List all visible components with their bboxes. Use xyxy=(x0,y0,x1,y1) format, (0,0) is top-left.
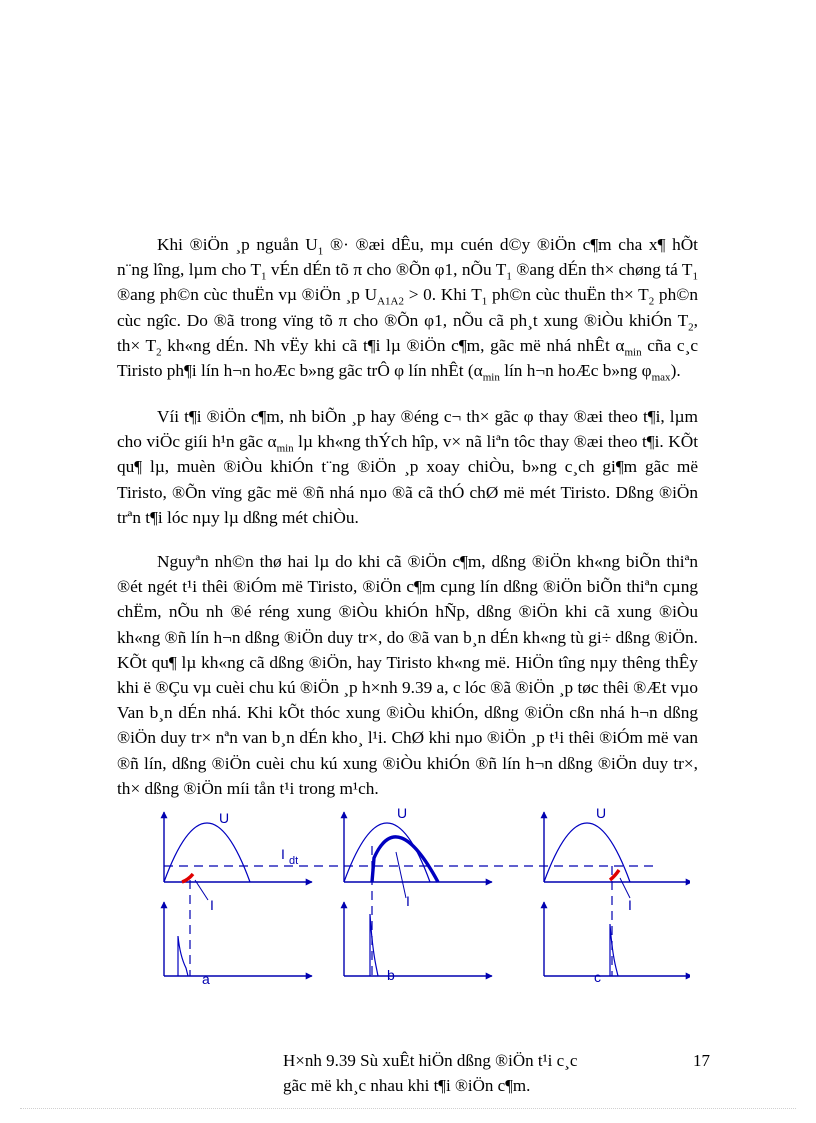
page-number: 17 xyxy=(693,1051,710,1070)
label-i: I xyxy=(210,897,214,913)
current-pointer xyxy=(620,878,630,898)
panel-b xyxy=(344,806,492,983)
page-footer-divider xyxy=(20,1108,796,1109)
gate-pulse xyxy=(178,936,188,976)
current-pulse xyxy=(610,870,619,880)
voltage-curve xyxy=(164,823,250,882)
current-pointer xyxy=(195,880,208,900)
panel-label-b: b xyxy=(387,967,395,983)
svg-text:I: I xyxy=(281,846,285,862)
panel-label-c: c xyxy=(594,969,601,985)
gate-pulse xyxy=(370,914,378,976)
current-pulse xyxy=(182,874,193,882)
gate-pulse xyxy=(610,924,618,976)
threshold-label xyxy=(281,846,298,867)
paragraph-3: Nguyªn nh©n thø hai lµ do khi cã ®iÖn c¶m, dßng ®iÖn kh«ng biÕn thiªn ®ét ngét t¹i thêi ®iÓm më Tiristo, ®iÖn c¶m cµng lín dßng ®iÖn biÕn thiªn cµng chËm, nÕu nh ®é réng xung ®iÒu khiÓn hÑp, dßng ®iÖn khi cã xung ®iÒu kh«ng ®ñ lín h¬n dßng ®iÖn duy tr×, do ®ã van b¸n dÉn kh«ng tù gi÷ dßng ®iÖn. KÕt qu¶ lµ kh«ng cã dßng ®iÖn, hay Tiristo kh«ng më. HiÖn tîng nµy thêng thÊy khi ë ®Çu vµ cuèi chu kú ®iÖn ¸p h×nh 9.39 a, c lóc ®ã ®iÖn ¸p tøc thêi ®Æt vµo Van b¸n dÉn nhá. Khi kÕt thóc xung ®iÒu khiÓn, dßng ®iÖn cßn nhá h¬n dßng ®iÖn duy tr× nªn van b¸n dÉn kho¸ l¹i. ChØ khi nµo ®iÖn ¸p t¹i thêi ®iÓm më van ®ñ lín, dßng ®iÖn cuèi chu kú xung ®iÒu khiÓn ®ñ lín h¬n dßng ®iÖn duy tr×, th× dßng ®iÖn míi tån t¹i trong m¹ch. xyxy=(117,552,699,798)
label-u: U xyxy=(219,810,230,826)
current-pointer xyxy=(396,852,406,898)
label-i: I xyxy=(628,897,632,913)
paragraph-1: Khi ®iÖn ¸p nguån $U_1$ ®· ®æi dÊu, mµ cuén d©y ®iÖn c¶m cha x¶ hÕt n¨ng lîng, lµm cho $T_1$ vÉn dÉn tõ π cho ®Õn φ1, nÕu $T_1$ ®ang dÉn th× chøng tá $T_1$ ®ang ph©n cùc thuËn vµ ®iÖn ¸p $U_{A1A2} > 0$. Khi $T_1$ ph©n cùc thuËn $th\times T_2$ ph©n cùc ngîc. Do ®ã trong vïng tõ π cho ®Õn φ1, nÕu cã ph¸t xung ®iÒu khiÓn $T_2$, $th\times T_2$ kh«ng dÉn. Nh vËy khi cã t¶i lµ ®iÖn c¶m, gãc më nhá nhÊt $\alpha_{min}$ cña c¸c Tiristo ph¶i lín h¬n hoÆc b»ng gãc trÔ φ lín nhÊt ($\alpha_{min}$ lín h¬n hoÆc b»ng $\varphi_{max}$). xyxy=(117,235,698,384)
panel-a xyxy=(164,810,312,986)
label-u: U xyxy=(397,806,408,821)
label-u: U xyxy=(596,806,607,821)
figure-9-39 xyxy=(150,806,690,986)
svg-text:dt: dt xyxy=(289,855,299,867)
panel-label-a: a xyxy=(202,971,210,986)
panel-c xyxy=(544,806,690,985)
paragraph-2: Víi t¶i ®iÖn c¶m, nh biÕn ¸p hay ®éng c¬ th× gãc φ thay ®æi theo t¶i, lµm cho viÖc giíi h¹n gãc $\alpha_{min}$ lµ kh«ng thÝch hîp, v× nã liªn tôc thay ®æi theo t¶i. KÕt qu¶ lµ, muèn ®iÒu khiÓn t¨ng ®iÖn ¸p xoay chiÒu, b»ng c¸ch gi¶m gãc më Tiristo, ®Õn vïng gãc më ®ñ nhá nµo ®ã cã thÓ chØ më mét Tiristo. Dßng ®iÖn trªn t¶i lóc nµy lµ dßng mét chiÒu. xyxy=(117,407,699,527)
label-i: I xyxy=(406,893,410,909)
figure-caption: H×nh 9.39 Sù xuÊt hiÖn dßng ®iÖn t¹i c¸c gãc më kh¸c nhau khi t¶i ®iÖn c¶m. xyxy=(283,1051,578,1095)
